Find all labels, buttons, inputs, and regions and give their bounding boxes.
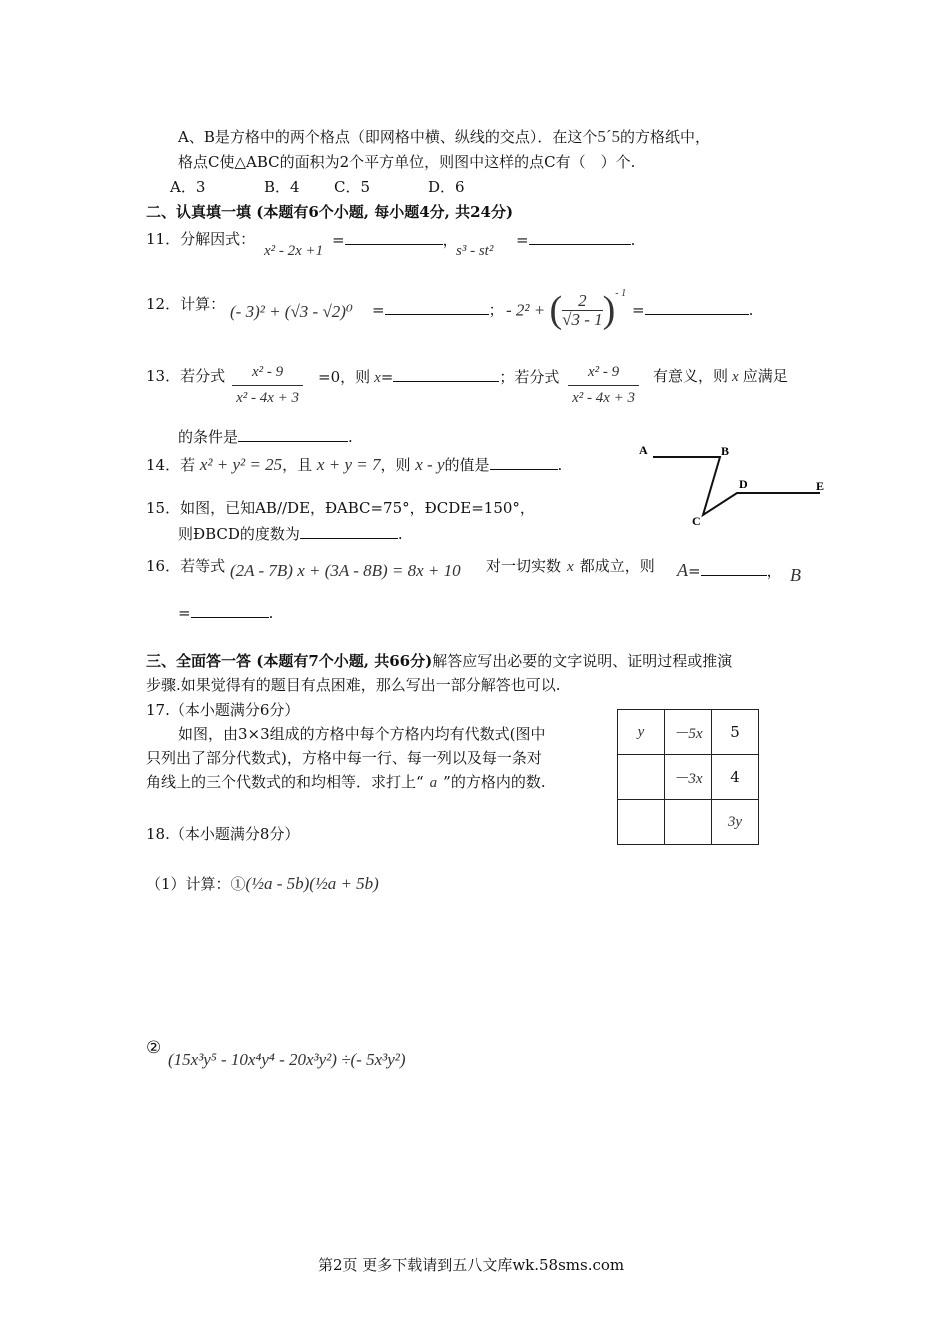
q11: 11．分解因式： xyxy=(146,230,256,248)
grid-cell: 4 xyxy=(712,755,759,800)
q16-b: B xyxy=(790,565,801,585)
q15-line2: 则ÐBCD的度数为 . xyxy=(178,525,403,543)
q10-line2: 格点C使△ABC的面积为2个平方单位，则图中这样的点C有（ ）个. xyxy=(178,153,636,171)
section2-title: 二、认真填一填 (本题有6个小题, 每小题4分, 共24分) xyxy=(146,203,514,221)
answer-blank[interactable] xyxy=(529,230,631,245)
q10-option-b: B．4 xyxy=(264,178,300,196)
q16-answer-a: A= ， xyxy=(677,560,782,580)
q12-fraction: $\frac{2}{√3 - 1}$ xyxy=(562,290,603,330)
q14: 14．若 x² + y² = 25，且 x + y = 7，则 x - y的值是 . xyxy=(146,455,563,474)
q13-part1: =0，则 x= ；若分式 xyxy=(318,368,560,386)
q16-answer-b: = . xyxy=(178,604,274,622)
grid-cell xyxy=(618,755,665,800)
answer-blank[interactable] xyxy=(701,561,767,576)
q16-text: 对一切实数 x 都成立，则 xyxy=(486,557,655,575)
q17-line3: 角线上的三个代数式的和均相等．求打上“ a ”的方格内的数. xyxy=(146,773,546,791)
grid-row xyxy=(618,755,759,800)
label-d: D xyxy=(739,477,748,491)
answer-blank[interactable] xyxy=(645,300,749,315)
grid-size: 5´5 xyxy=(597,127,621,146)
label-b: B xyxy=(721,444,730,458)
grid-cell: 3y xyxy=(712,800,759,845)
q10-option-a: A．3 xyxy=(170,178,206,196)
q17-line2: 只列出了部分代数式)，方格中每一行、每一列以及每一条对 xyxy=(146,749,542,767)
q13-fraction1: $\frac{\text{x² - 9}}{\text{x² - 4x + 3}}$ xyxy=(232,364,303,406)
q18-header: 18.（本小题满分8分） xyxy=(146,825,300,843)
grid-cell: y xyxy=(618,710,665,755)
q13-line2: 的条件是 . xyxy=(178,428,353,446)
section3-line1: 三、全面答一答 (本题有7个小题, 共66分)解答应写出必要的文字说明、证明过程或推演 xyxy=(146,652,733,670)
answer-blank[interactable] xyxy=(385,300,489,315)
magic-square-grid xyxy=(617,709,759,845)
q17-header: 17.（本小题满分6分） xyxy=(146,701,300,719)
page-footer: 第2页 更多下载请到五八文库wk.58sms.com xyxy=(318,1256,625,1274)
q11-answer2: = . xyxy=(516,231,636,249)
q12-expr2: - 2² + ( $\frac{2}{√3 - 1}$ )$^{- 1}$ xyxy=(506,288,627,331)
q17-line1: 如图，由3×3组成的方格中每个方格内均有代数式(图中 xyxy=(178,725,546,743)
label-c: C xyxy=(692,514,701,528)
q16: 16．若等式 xyxy=(146,557,226,575)
grid-cell: －5x xyxy=(665,710,712,755)
section3-line2: 步骤.如果觉得有的题目有点困难，那么写出一部分解答也可以. xyxy=(146,676,561,694)
q13-part2: 有意义，则 x 应满足 xyxy=(653,367,788,385)
answer-blank[interactable] xyxy=(191,603,269,618)
q11-expr2: s³ - st² xyxy=(456,243,494,259)
grid-cell: －3x xyxy=(665,755,712,800)
q12-expr1: (- 3)² + (√3 - √2)⁰ xyxy=(230,302,353,321)
angle-figure xyxy=(635,442,835,532)
q12-answer1: = ； xyxy=(372,301,504,319)
grid-row xyxy=(618,710,759,755)
figure-lines xyxy=(653,457,820,515)
answer-blank[interactable] xyxy=(490,455,558,470)
answer-blank[interactable] xyxy=(238,427,348,442)
q18-circle-2: ② xyxy=(146,1038,162,1058)
q13: 13．若分式 xyxy=(146,367,226,385)
q11-answer1: = ， xyxy=(332,231,458,249)
q10-line1: A、B是方格中的两个格点（即网格中横、纵线的交点）．在这个5´5的方格纸中， xyxy=(178,127,711,146)
q18-expr2: (15x³y⁵ - 10x⁴y⁴ - 20x³y²) ÷(- 5x³y²) xyxy=(168,1050,406,1069)
q16-expr: (2A - 7B) x + (3A - 8B) = 8x + 10 xyxy=(230,561,461,580)
q12: 12．计算： xyxy=(146,295,226,313)
q18-part1: （1）计算：①(½a - 5b)(½a + 5b) xyxy=(146,874,379,893)
grid-cell: 5 xyxy=(712,710,759,755)
q13-fraction2: $\frac{\text{x² - 9}}{\text{x² - 4x + 3}}$ xyxy=(568,364,639,406)
label-a: A xyxy=(639,443,648,457)
label-e: E xyxy=(816,479,825,493)
q15-line1: 15．如图，已知AB//DE，ÐABC=75°，ÐCDE=150°， xyxy=(146,499,535,517)
q12-answer2: = . xyxy=(632,301,754,319)
grid-row xyxy=(618,800,759,845)
answer-blank[interactable] xyxy=(345,230,443,245)
answer-blank[interactable] xyxy=(300,524,398,539)
grid-cell xyxy=(618,800,665,845)
q10-option-d: D．6 xyxy=(428,178,465,196)
q11-expr1: x² - 2x +1 xyxy=(264,243,324,259)
answer-blank[interactable] xyxy=(393,367,499,382)
q10-option-c: C．5 xyxy=(334,178,371,196)
grid-cell xyxy=(665,800,712,845)
